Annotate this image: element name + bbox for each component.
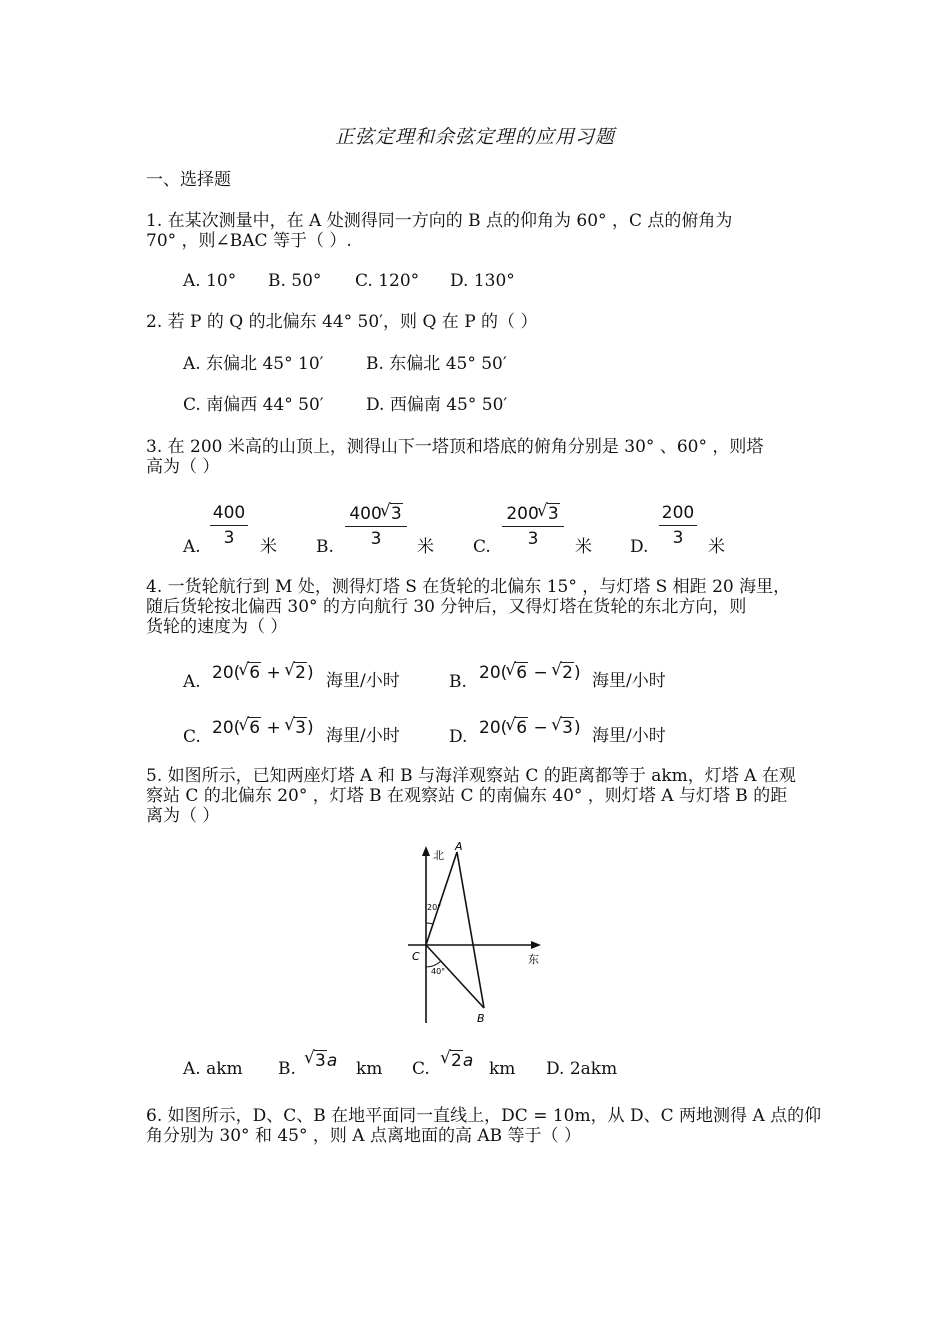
q2-option-d: D. 西偏南 45° 50′ (366, 395, 508, 415)
q2-option-b: B. 东偏北 45° 50′ (366, 354, 507, 374)
angle-40-label: 40° (431, 967, 446, 976)
q5-text-line2: 察站 C 的北偏东 20° ，灯塔 B 在观察站 C 的南偏东 40° ，则灯塔 A 与灯塔 B 的距 (146, 786, 788, 806)
q1-text-line2: 70° ，则∠BAC 等于（ ）. (146, 231, 352, 251)
q1-text-line1: 1. 在某次测量中，在 A 处测得同一方向的 B 点的仰角为 60° ，C 点的俯角为 (146, 211, 733, 231)
q4-option-a-expression: 20(√ 6 + √ 2) (212, 662, 314, 683)
point-B-label: B (477, 1012, 485, 1025)
q5-option-b-expression: √ 3a (306, 1050, 337, 1071)
q3-option-a-unit: 米 (260, 537, 277, 557)
q5-option-c-unit: km (489, 1059, 516, 1079)
q4-option-c-unit: 海里/小时 (326, 726, 400, 746)
q1-option-a: A. 10° (183, 271, 237, 291)
q5-option-b-label: B. (278, 1059, 296, 1079)
q5-text-line1: 5. 如图所示，已知两座灯塔 A 和 B 与海洋观察站 C 的距离都等于 akm，灯塔 A 在观 (146, 766, 796, 786)
q4-option-d-unit: 海里/小时 (592, 726, 666, 746)
segment-CA (426, 852, 457, 945)
q3-text-line1: 3. 在 200 米高的山顶上，测得山下一塔顶和塔底的俯角分别是 30° 、60° ，则塔 (146, 437, 764, 457)
q2-text-line1: 2. 若 P 的 Q 的北偏东 44° 50′，则 Q 在 P 的（ ） (146, 312, 538, 332)
q1-option-c: C. 120° (355, 271, 420, 291)
q5-text-line3: 离为（ ） (146, 806, 220, 826)
q3-option-c-label: C. (473, 537, 491, 557)
q4-option-c-label: C. (183, 727, 201, 747)
q3-text-line2: 高为（ ） (146, 457, 220, 477)
q3-option-c-unit: 米 (575, 537, 592, 557)
q3-option-a-fraction: 400 3 (210, 503, 248, 548)
q3-option-d-fraction: 200 3 (659, 503, 697, 548)
q4-option-b-label: B. (449, 672, 467, 692)
q5-option-c-label: C. (412, 1059, 430, 1079)
q2-option-c: C. 南偏西 44° 50′ (183, 395, 324, 415)
q3-option-b-unit: 米 (417, 537, 434, 557)
east-label: 东 (528, 953, 539, 966)
q4-text-line1: 4. 一货轮航行到 M 处，测得灯塔 S 在货轮的北偏东 15° ，与灯塔 S 相距 20 海里， (146, 577, 791, 597)
q5-figure (400, 838, 560, 1028)
section-heading: 一、选择题 (146, 170, 231, 190)
q2-option-a: A. 东偏北 45° 10′ (183, 354, 324, 374)
q6-text-line1: 6. 如图所示，D、C、B 在地平面同一直线上，DC = 10m，从 D、C 两地测得 A 点的仰 (146, 1106, 822, 1126)
page-title: 正弦定理和余弦定理的应用习题 (334, 126, 615, 148)
q3-option-b-fraction: 400√ 3 3 (345, 503, 407, 549)
north-arrow-icon (422, 846, 430, 856)
q5-option-d: D. 2akm (546, 1059, 618, 1079)
q1-option-b: B. 50° (268, 271, 322, 291)
q3-option-a-label: A. (183, 537, 201, 557)
q5-option-c-expression: √ 2a (442, 1050, 473, 1071)
q4-option-a-label: A. (183, 672, 201, 692)
q5-option-b-unit: km (356, 1059, 383, 1079)
q4-option-d-label: D. (449, 727, 468, 747)
east-arrow-icon (531, 941, 541, 949)
q1-option-d: D. 130° (450, 271, 515, 291)
q3-option-b-label: B. (316, 537, 334, 557)
q4-option-a-unit: 海里/小时 (326, 671, 400, 691)
q4-option-b-unit: 海里/小时 (592, 671, 666, 691)
q4-option-d-expression: 20(√ 6 − √ 3) (479, 717, 581, 738)
q5-option-a: A. akm (183, 1059, 243, 1079)
q3-option-c-fraction: 200√ 3 3 (502, 503, 564, 549)
q3-option-d-label: D. (630, 537, 649, 557)
q4-text-line3: 货轮的速度为（ ） (146, 617, 288, 637)
point-C-label: C (412, 950, 420, 963)
q4-text-line2: 随后货轮按北偏西 30° 的方向航行 30 分钟后，又得灯塔在货轮的东北方向，则 (146, 597, 747, 617)
segment-AB (457, 852, 484, 1008)
point-A-label: A (455, 840, 463, 853)
angle-20-arc (426, 923, 433, 924)
q6-text-line2: 角分别为 30° 和 45° ，则 A 点离地面的高 AB 等于（ ） (146, 1126, 581, 1146)
north-label: 北 (433, 849, 444, 862)
angle-20-label: 20° (427, 903, 442, 912)
q3-option-d-unit: 米 (708, 537, 725, 557)
q4-option-b-expression: 20(√ 6 − √ 2) (479, 662, 581, 683)
q4-option-c-expression: 20(√ 6 + √ 3) (212, 717, 314, 738)
